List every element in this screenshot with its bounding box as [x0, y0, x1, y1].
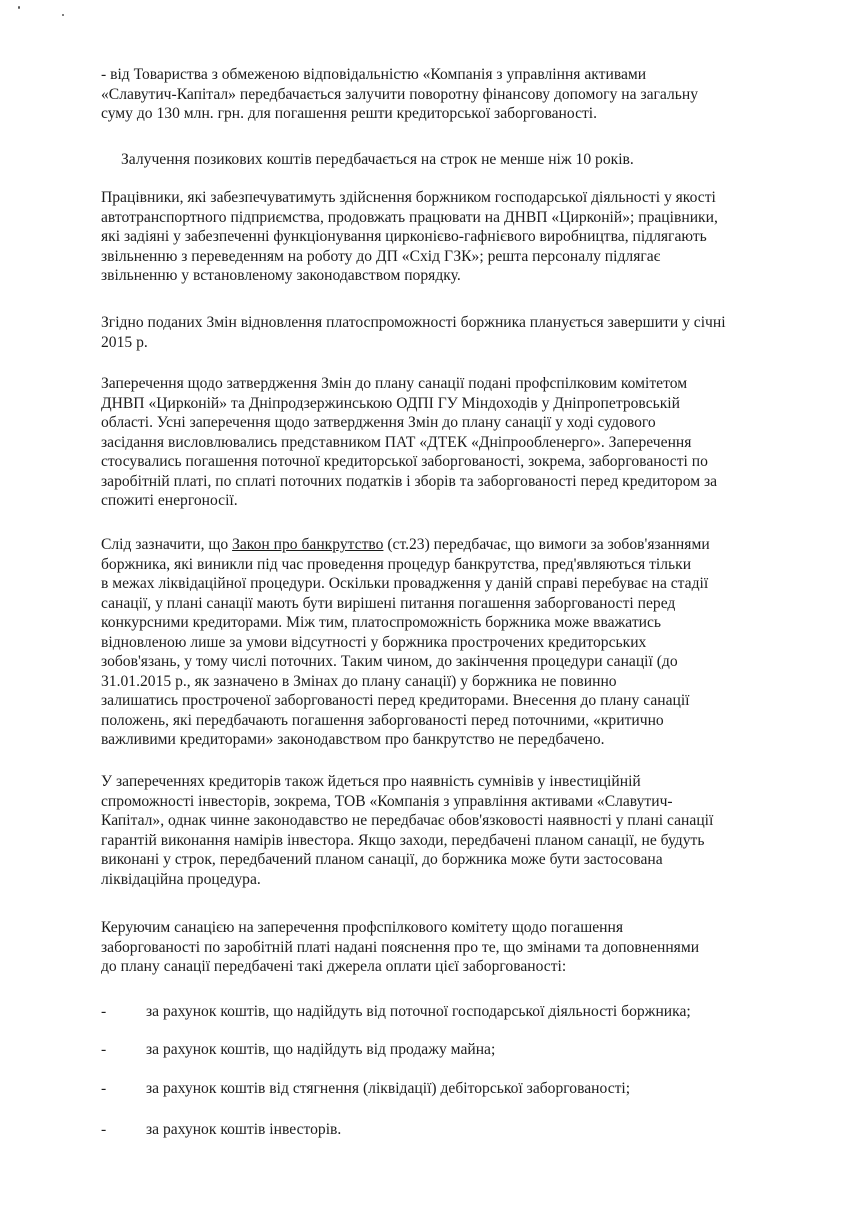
text-line: положень, які передбачають погашення заборгованості перед поточними, «критично — [101, 711, 664, 729]
paragraph-completion-date — [101, 313, 793, 352]
text-line: спроможності інвесторів, зокрема, ТОВ «Компанія з управління активами «Славутич- — [101, 792, 673, 810]
list-dash: - — [101, 1041, 107, 1058]
paragraph-bankruptcy-law — [101, 535, 793, 750]
text-line: Згідно поданих Змін відновлення платоспроможності боржника планується завершити у січні — [101, 314, 726, 331]
text-line: 31.01.2015 р., як зазначено в Змінах до плану санації) у боржника не повинно — [101, 672, 617, 690]
text-line: виконані у строк, передбачений планом санації, до боржника може бути застосована — [101, 851, 663, 868]
text-line: Заперечення щодо затвердження Змін до плану санації подані профспілковим комітетом — [101, 375, 688, 392]
text-line — [101, 535, 793, 555]
text-line: санації, у плані санації мають бути вирішені питання погашення заборгованості перед — [101, 594, 676, 612]
list-dash: - — [101, 1121, 107, 1138]
paragraph-loan-term — [121, 150, 813, 170]
list-item-text: за рахунок коштів, що надійдуть від продажу майна; — [146, 1041, 496, 1058]
list-item-text: за рахунок коштів, що надійдуть від поточної господарської діяльності боржника; — [146, 1003, 691, 1020]
text-line: гарантій виконання намірів інвестора. Якщо заходи, передбачені планом санації, не будуть — [101, 831, 705, 849]
text-line: 2015 р. — [101, 333, 148, 351]
text-line: Працівники, які забезпечуватимуть здійснення боржником господарської діяльності у якості — [101, 189, 716, 206]
paragraph-investor-doubts — [101, 772, 793, 889]
text-line: стосувались погашення поточної кредиторської заборгованості, зокрема, заборгованості по — [101, 453, 708, 470]
paragraph-objections — [101, 374, 793, 511]
text-line: «Славутич-Капітал» передбачається залучити поворотну фінансову допомогу на загальну — [101, 85, 699, 103]
bankruptcy-law-link[interactable]: Закон про банкрутство — [232, 536, 384, 553]
text-line: звільненню з переведенням на роботу до ДП «Схід ГЗК»; решта персоналу підлягає — [101, 247, 661, 265]
text-line: заробітній платі, по сплаті поточних податків і зборів та заборгованості перед кредитором за — [101, 472, 718, 490]
paragraph-employees — [101, 188, 793, 286]
text-line: ліквідаційна процедура. — [101, 870, 261, 888]
text-line: заборгованості по заробітній платі надані пояснення про те, що змінами та доповненнями — [101, 938, 700, 956]
list-dash: - — [101, 1003, 107, 1020]
text-line: залишатись простроченої заборгованості перед кредиторами. Внесення до плану санації — [101, 692, 690, 709]
text-line: ДНВП «Цирконій» та Дніпродзержинською ОДПІ ГУ Міндоходів у Дніпропетровській — [101, 394, 680, 412]
list-dash: - — [101, 1080, 107, 1097]
text-line: звільненню у встановленому законодавством порядку. — [101, 267, 461, 284]
text-line: - від Товариства з обмеженою відповідальністю «Компанія з управління активами — [101, 66, 647, 83]
text-line: важливими кредиторами» законодавством про банкрутство не передбачено. — [101, 731, 605, 748]
text-line: боржника, які виникли під час проведення процедур банкрутства, пред'являються тільки — [101, 555, 692, 573]
text-line: відновленою лише за умови відсутності у боржника прострочених кредиторських — [101, 633, 647, 651]
text-line: засідання висловлювались представником ПАТ «ДТЕК «Дніпрообленерго». Заперечення — [101, 433, 692, 451]
text-line: зобов'язань, у тому числі поточних. Таким чином, до закінчення процедури санації (до — [101, 653, 678, 670]
list-item-text: за рахунок коштів інвесторів. — [146, 1121, 342, 1138]
scan-speck — [62, 14, 64, 16]
paragraph-manager-explanation — [101, 918, 793, 977]
text-line: спожиті енергоносії. — [101, 492, 238, 509]
text-line: конкурсними кредиторами. Між тим, платоспроможність боржника може вважатись — [101, 614, 662, 631]
scan-speck — [18, 6, 20, 9]
text-line: в межах ліквідаційної процедури. Оскільки провадження у даній справі перебуває на стадії — [101, 575, 709, 592]
text-line: області. Усні заперечення щодо затвердження Змін до плану санації у ході судового — [101, 414, 656, 431]
list-item-text: за рахунок коштів від стягнення (ліквідації) дебіторської заборгованості; — [146, 1080, 631, 1097]
text-line: Керуючим санацією на заперечення профспілкового комітету щодо погашення — [101, 919, 624, 936]
text-line: які задіяні у забезпеченні функціонування цирконієво-гафнієвого виробництва, підлягають — [101, 228, 707, 245]
text-fragment: Слід зазначити, що — [101, 536, 233, 553]
text-line: суму до 130 млн. грн. для погашення решти кредиторської заборгованості. — [101, 105, 598, 122]
text-line: Залучення позикових коштів передбачається на строк не менше ніж 10 років. — [121, 151, 634, 168]
text-line: У запереченнях кредиторів також йдеться про наявність сумнівів у інвестиційній — [101, 773, 641, 790]
text-fragment: (ст.23) передбачає, що вимоги за зобов'язаннями — [383, 536, 710, 553]
paragraph-investor-loan — [101, 65, 793, 124]
text-line: Капітал», однак чинне законодавство не передбачає обов'язковості наявності у плані санації — [101, 812, 714, 829]
text-line: до плану санації передбачені такі джерела оплати цієї заборгованості: — [101, 958, 567, 975]
text-line: автотранспортного підприємства, продовжать працювати на ДНВП «Цирконій»; працівники, — [101, 208, 718, 226]
